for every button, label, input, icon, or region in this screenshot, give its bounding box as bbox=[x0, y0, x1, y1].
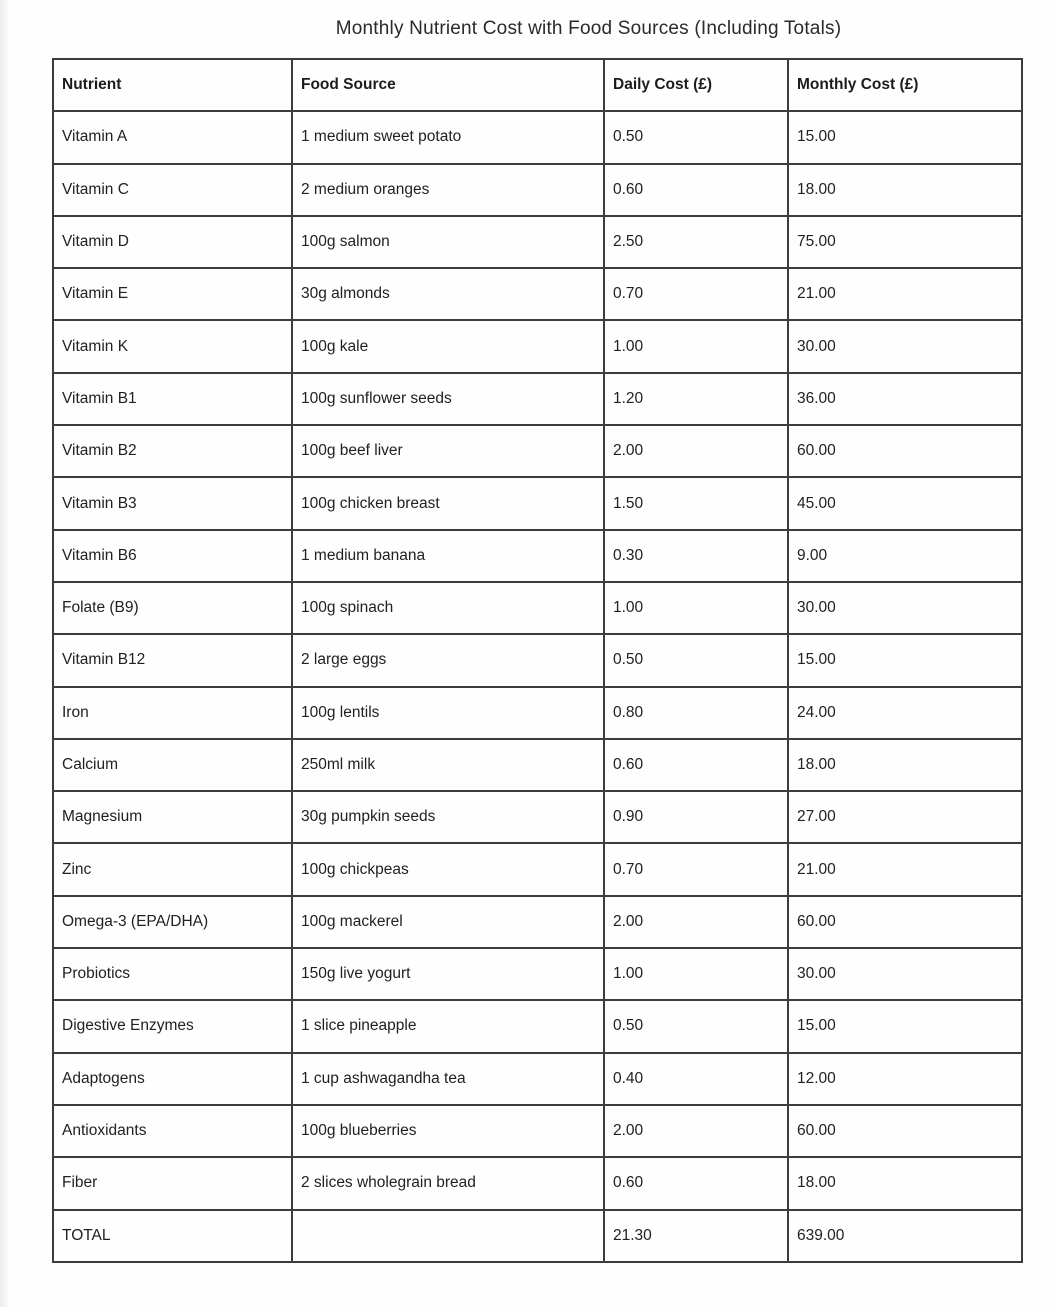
monthly-cost-cell: 639.00 bbox=[788, 1210, 1022, 1262]
food-source-cell: 1 medium banana bbox=[292, 530, 604, 582]
document-title: Monthly Nutrient Cost with Food Sources (Including Totals) bbox=[335, 18, 842, 39]
monthly-cost-cell: 27.00 bbox=[788, 791, 1022, 843]
nutrient-cell: Omega-3 (EPA/DHA) bbox=[53, 896, 292, 948]
table-row bbox=[53, 216, 1022, 268]
food-source-cell: 150g live yogurt bbox=[292, 948, 604, 1000]
daily-cost-cell: 2.00 bbox=[604, 425, 788, 477]
table-row bbox=[53, 1105, 1022, 1157]
total-row bbox=[53, 1210, 1022, 1262]
food-source-cell: 100g chicken breast bbox=[292, 477, 604, 529]
table-row bbox=[53, 111, 1022, 163]
nutrient-cell: Vitamin A bbox=[53, 111, 292, 163]
nutrient-cell: Vitamin C bbox=[53, 164, 292, 216]
nutrient-cell: Vitamin D bbox=[53, 216, 292, 268]
table-row bbox=[53, 373, 1022, 425]
monthly-cost-cell: 45.00 bbox=[788, 477, 1022, 529]
food-source-cell bbox=[292, 1210, 604, 1262]
food-source-cell: 100g chickpeas bbox=[292, 843, 604, 895]
food-source-cell: 100g kale bbox=[292, 320, 604, 372]
food-source-cell: 2 medium oranges bbox=[292, 164, 604, 216]
daily-cost-cell: 21.30 bbox=[604, 1210, 788, 1262]
monthly-cost-cell: 30.00 bbox=[788, 948, 1022, 1000]
col-header-monthly-cost: Monthly Cost (£) bbox=[788, 59, 1022, 111]
daily-cost-cell: 0.70 bbox=[604, 268, 788, 320]
nutrient-cell: Folate (B9) bbox=[53, 582, 292, 634]
monthly-cost-cell: 15.00 bbox=[788, 1000, 1022, 1052]
table-row bbox=[53, 739, 1022, 791]
daily-cost-cell: 0.50 bbox=[604, 111, 788, 163]
monthly-cost-cell: 60.00 bbox=[788, 896, 1022, 948]
monthly-cost-cell: 18.00 bbox=[788, 164, 1022, 216]
nutrient-cell: Vitamin B6 bbox=[53, 530, 292, 582]
table-row bbox=[53, 1053, 1022, 1105]
daily-cost-cell: 0.30 bbox=[604, 530, 788, 582]
table-body bbox=[53, 111, 1022, 1262]
daily-cost-cell: 1.00 bbox=[604, 948, 788, 1000]
daily-cost-cell: 0.80 bbox=[604, 687, 788, 739]
monthly-cost-cell: 15.00 bbox=[788, 634, 1022, 686]
table-row bbox=[53, 582, 1022, 634]
table-row bbox=[53, 320, 1022, 372]
nutrient-cell: Digestive Enzymes bbox=[53, 1000, 292, 1052]
table-row bbox=[53, 530, 1022, 582]
daily-cost-cell: 0.60 bbox=[604, 164, 788, 216]
food-source-cell: 100g sunflower seeds bbox=[292, 373, 604, 425]
daily-cost-cell: 0.70 bbox=[604, 843, 788, 895]
nutrient-cell: Calcium bbox=[53, 739, 292, 791]
monthly-cost-cell: 75.00 bbox=[788, 216, 1022, 268]
nutrient-cell: Antioxidants bbox=[53, 1105, 292, 1157]
daily-cost-cell: 2.00 bbox=[604, 896, 788, 948]
monthly-cost-cell: 60.00 bbox=[788, 1105, 1022, 1157]
daily-cost-cell: 0.50 bbox=[604, 634, 788, 686]
nutrient-cell: TOTAL bbox=[53, 1210, 292, 1262]
nutrient-cell: Vitamin B2 bbox=[53, 425, 292, 477]
daily-cost-cell: 1.00 bbox=[604, 582, 788, 634]
nutrient-cell: Vitamin K bbox=[53, 320, 292, 372]
daily-cost-cell: 0.60 bbox=[604, 739, 788, 791]
monthly-cost-cell: 12.00 bbox=[788, 1053, 1022, 1105]
daily-cost-cell: 1.20 bbox=[604, 373, 788, 425]
nutrient-cell: Magnesium bbox=[53, 791, 292, 843]
monthly-cost-cell: 15.00 bbox=[788, 111, 1022, 163]
food-source-cell: 2 slices wholegrain bread bbox=[292, 1157, 604, 1209]
table-row bbox=[53, 164, 1022, 216]
food-source-cell: 100g lentils bbox=[292, 687, 604, 739]
daily-cost-cell: 1.50 bbox=[604, 477, 788, 529]
col-header-food-source: Food Source bbox=[292, 59, 604, 111]
food-source-cell: 2 large eggs bbox=[292, 634, 604, 686]
food-source-cell: 100g beef liver bbox=[292, 425, 604, 477]
food-source-cell: 1 slice pineapple bbox=[292, 1000, 604, 1052]
table-row bbox=[53, 1000, 1022, 1052]
monthly-cost-cell: 24.00 bbox=[788, 687, 1022, 739]
daily-cost-cell: 0.50 bbox=[604, 1000, 788, 1052]
table-row bbox=[53, 843, 1022, 895]
food-source-cell: 100g salmon bbox=[292, 216, 604, 268]
table-row bbox=[53, 896, 1022, 948]
food-source-cell: 30g almonds bbox=[292, 268, 604, 320]
table-row bbox=[53, 477, 1022, 529]
nutrient-cell: Vitamin B3 bbox=[53, 477, 292, 529]
monthly-cost-cell: 18.00 bbox=[788, 1157, 1022, 1209]
header-row bbox=[53, 59, 1022, 111]
daily-cost-cell: 2.00 bbox=[604, 1105, 788, 1157]
food-source-cell: 30g pumpkin seeds bbox=[292, 791, 604, 843]
monthly-cost-cell: 21.00 bbox=[788, 268, 1022, 320]
food-source-cell: 100g mackerel bbox=[292, 896, 604, 948]
food-source-cell: 1 medium sweet potato bbox=[292, 111, 604, 163]
food-source-cell: 100g spinach bbox=[292, 582, 604, 634]
monthly-cost-cell: 9.00 bbox=[788, 530, 1022, 582]
nutrient-cell: Vitamin E bbox=[53, 268, 292, 320]
nutrient-cell: Adaptogens bbox=[53, 1053, 292, 1105]
nutrient-cell: Vitamin B12 bbox=[53, 634, 292, 686]
daily-cost-cell: 0.40 bbox=[604, 1053, 788, 1105]
daily-cost-cell: 0.90 bbox=[604, 791, 788, 843]
nutrient-cell: Vitamin B1 bbox=[53, 373, 292, 425]
table-row bbox=[53, 268, 1022, 320]
monthly-cost-cell: 36.00 bbox=[788, 373, 1022, 425]
daily-cost-cell: 1.00 bbox=[604, 320, 788, 372]
col-header-nutrient: Nutrient bbox=[53, 59, 292, 111]
monthly-cost-cell: 60.00 bbox=[788, 425, 1022, 477]
table-row bbox=[53, 425, 1022, 477]
nutrient-cell: Iron bbox=[53, 687, 292, 739]
food-source-cell: 250ml milk bbox=[292, 739, 604, 791]
col-header-daily-cost: Daily Cost (£) bbox=[604, 59, 788, 111]
page-edge-shadow bbox=[0, 0, 10, 1307]
nutrient-cost-table bbox=[52, 58, 1023, 1263]
table-row bbox=[53, 948, 1022, 1000]
monthly-cost-cell: 30.00 bbox=[788, 320, 1022, 372]
monthly-cost-cell: 30.00 bbox=[788, 582, 1022, 634]
daily-cost-cell: 2.50 bbox=[604, 216, 788, 268]
table-row bbox=[53, 1157, 1022, 1209]
monthly-cost-cell: 21.00 bbox=[788, 843, 1022, 895]
table-row bbox=[53, 687, 1022, 739]
table-row bbox=[53, 791, 1022, 843]
food-source-cell: 1 cup ashwagandha tea bbox=[292, 1053, 604, 1105]
nutrient-cell: Probiotics bbox=[53, 948, 292, 1000]
nutrient-cell: Fiber bbox=[53, 1157, 292, 1209]
monthly-cost-cell: 18.00 bbox=[788, 739, 1022, 791]
table-header bbox=[53, 59, 1022, 111]
food-source-cell: 100g blueberries bbox=[292, 1105, 604, 1157]
nutrient-cell: Zinc bbox=[53, 843, 292, 895]
daily-cost-cell: 0.60 bbox=[604, 1157, 788, 1209]
table-row bbox=[53, 634, 1022, 686]
